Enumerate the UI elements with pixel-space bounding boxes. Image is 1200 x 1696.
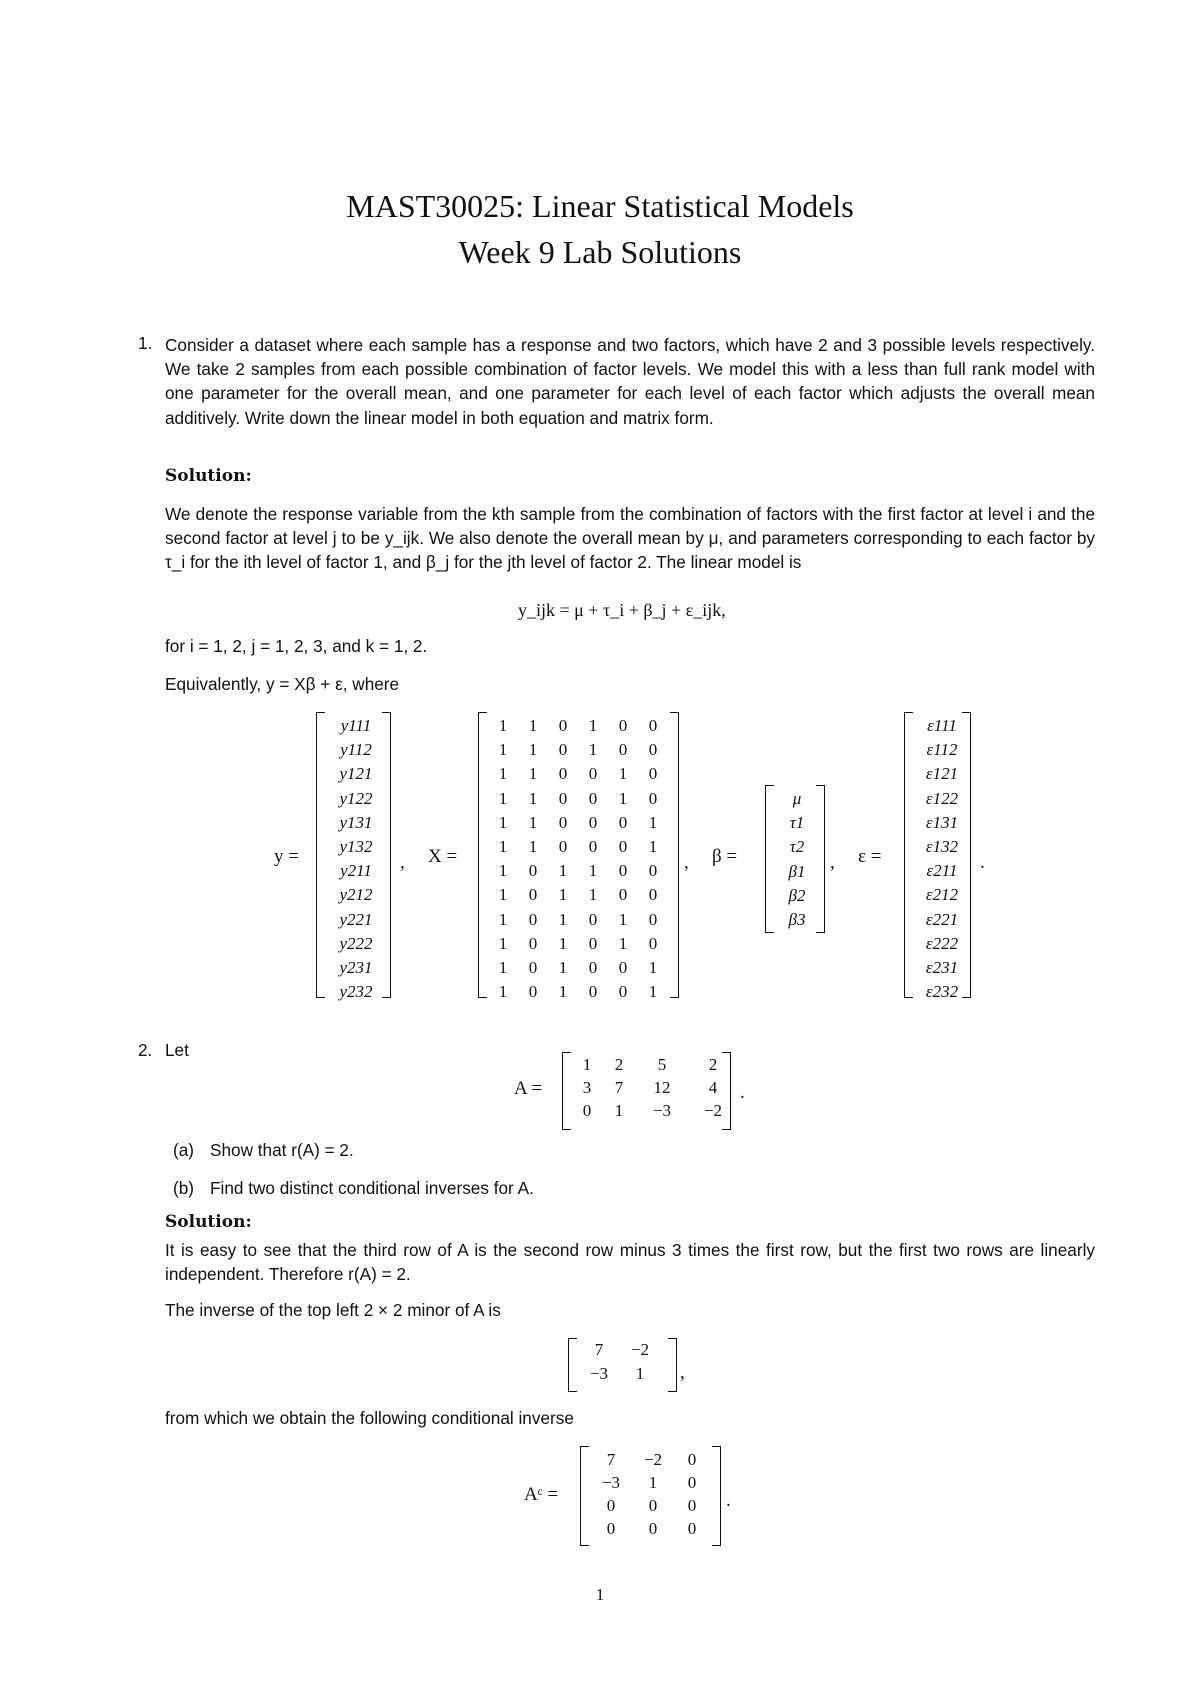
minor-inverse-cell: 1 xyxy=(635,1364,645,1383)
epsilon-vector-entry: ε121 xyxy=(925,764,959,784)
a-matrix-label: A = xyxy=(514,1078,543,1099)
beta-left-bracket xyxy=(765,785,774,933)
x-matrix-cell: 1 xyxy=(498,740,508,760)
period: . xyxy=(740,1082,745,1103)
x-matrix-cell: 0 xyxy=(648,716,658,735)
comma: , xyxy=(680,1362,685,1383)
x-matrix-cell: 0 xyxy=(648,788,658,808)
document-subtitle: Week 9 Lab Solutions xyxy=(458,234,742,270)
conditional-inverse-cell: 0 xyxy=(606,1496,616,1515)
conditional-inverse-cell: 0 xyxy=(687,1473,697,1492)
question-2-solution-label: Solution: xyxy=(165,1212,252,1232)
x-matrix-cell: 0 xyxy=(588,909,598,929)
epsilon-right-bracket xyxy=(962,712,971,998)
x-matrix-cell: 0 xyxy=(588,764,598,784)
beta-vector-entry: β3 xyxy=(788,909,806,929)
a-right-bracket xyxy=(722,1052,731,1130)
beta-vector-entry: β2 xyxy=(788,885,806,905)
conditional-inverse-cell: 0 xyxy=(687,1496,697,1515)
x-matrix-cell: 1 xyxy=(558,982,568,1002)
epsilon-vector-entry: ε221 xyxy=(925,909,959,929)
part-a-label: (a) xyxy=(173,1140,195,1160)
beta-vector-entry: τ1 xyxy=(789,813,805,833)
question-1-solution-label: Solution: xyxy=(165,466,252,486)
a-matrix-cell: 2 xyxy=(708,1055,718,1074)
x-matrix-cell: 1 xyxy=(588,861,598,881)
y-vector-entry: y121 xyxy=(339,764,373,784)
epsilon-vector-entry: ε211 xyxy=(926,861,958,881)
a-matrix-cell: 7 xyxy=(614,1078,624,1097)
minor-inverse-cell: 7 xyxy=(594,1340,604,1359)
x-matrix-cell: 1 xyxy=(558,933,568,953)
y-vector-entry: y122 xyxy=(339,788,373,808)
x-matrix-cell: 0 xyxy=(588,836,598,856)
x-matrix-cell: 1 xyxy=(528,764,538,784)
a-matrix xyxy=(572,1055,738,1124)
comma: , xyxy=(684,852,689,873)
conditional-inverse-cell: 0 xyxy=(687,1519,697,1538)
x-matrix-cell: 1 xyxy=(498,861,508,881)
beta-vector-label: β = xyxy=(712,846,738,867)
minor-inverse-cell: −3 xyxy=(589,1364,609,1383)
epsilon-vector-entry: ε111 xyxy=(927,716,957,735)
x-matrix-cell: 0 xyxy=(618,836,628,856)
epsilon-vector-entry: ε131 xyxy=(925,812,959,832)
conditional-inverse-cell: 7 xyxy=(606,1450,616,1469)
x-matrix-cell: 1 xyxy=(498,836,508,856)
x-left-bracket xyxy=(478,712,487,998)
x-matrix-cell: 1 xyxy=(498,788,508,808)
x-matrix-cell: 0 xyxy=(558,788,568,808)
x-matrix-cell: 0 xyxy=(558,764,568,784)
epsilon-vector-entry: ε122 xyxy=(925,788,959,808)
conditional-inverse-cell: 0 xyxy=(687,1450,697,1469)
x-matrix-cell: 1 xyxy=(618,909,628,929)
page-number: 1 xyxy=(595,1585,605,1604)
x-matrix-cell: 0 xyxy=(588,812,598,832)
question-2-number: 2. xyxy=(138,1040,153,1060)
x-matrix-cell: 1 xyxy=(558,909,568,929)
x-matrix-cell: 1 xyxy=(498,885,508,905)
x-matrix-cell: 1 xyxy=(648,957,658,977)
y-vector-entry: y231 xyxy=(339,957,373,977)
y-vector-entry: y211 xyxy=(340,861,372,881)
x-matrix-cell: 0 xyxy=(618,740,628,760)
question-2-solution-text: It is easy to see that the third row of A is the second row minus 3 times the first row, but the first two rows are linearly independent. Therefore r(A) = 2. xyxy=(165,1240,1095,1285)
a-matrix-cell: 5 xyxy=(657,1055,667,1074)
x-matrix-cell: 0 xyxy=(528,982,538,1002)
question-1-text: Consider a dataset where each sample has a response and two factors, which have 2 and 3 possible levels respectively. We take 2 samples from each possible combination of factor levels. We model this with a less than full rank model with one parameter for the overall mean, and one parameter for each level of each factor which adjusts the overall mean additively. Write down the linear model in both equation and matrix form. xyxy=(165,335,1095,428)
x-matrix-cell: 0 xyxy=(648,933,658,953)
x-matrix-cell: 0 xyxy=(648,764,658,784)
minor-inverse-cell: −2 xyxy=(630,1340,650,1359)
x-matrix-cell: 1 xyxy=(498,716,508,735)
comma: , xyxy=(830,852,835,873)
epsilon-vector-entry: ε132 xyxy=(925,836,959,856)
x-matrix-cell: 1 xyxy=(648,836,658,856)
x-matrix-cell: 1 xyxy=(648,812,658,832)
x-matrix-cell: 1 xyxy=(498,933,508,953)
epsilon-vector-entry: ε222 xyxy=(925,933,959,953)
epsilon-left-bracket xyxy=(904,712,913,998)
x-matrix-cell: 0 xyxy=(528,909,538,929)
y-vector-entry: y221 xyxy=(339,909,373,929)
x-matrix-cell: 1 xyxy=(588,885,598,905)
beta-vector-entry: μ xyxy=(792,789,802,808)
epsilon-vector-entry: ε112 xyxy=(926,740,958,760)
x-matrix-cell: 0 xyxy=(588,788,598,808)
a-matrix-cell: 1 xyxy=(582,1055,592,1074)
period: . xyxy=(726,1490,731,1511)
x-matrix-cell: 1 xyxy=(588,716,598,735)
epsilon-vector-entry: ε212 xyxy=(925,885,959,905)
x-matrix-cell: 0 xyxy=(618,982,628,1002)
a-left-bracket xyxy=(562,1052,571,1130)
x-matrix-cell: 1 xyxy=(528,812,538,832)
beta-right-bracket xyxy=(816,785,825,933)
x-matrix-cell: 1 xyxy=(498,812,508,832)
x-matrix-cell: 1 xyxy=(498,909,508,929)
x-matrix-cell: 0 xyxy=(648,861,658,881)
x-matrix-cell: 0 xyxy=(528,957,538,977)
y-right-bracket xyxy=(382,712,391,998)
x-matrix-cell: 0 xyxy=(618,812,628,832)
part-a-text: Show that r(A) = 2. xyxy=(210,1140,354,1160)
x-matrix-cell: 1 xyxy=(558,885,568,905)
conditional-inverse-cell: −3 xyxy=(601,1473,621,1492)
x-matrix-cell: 0 xyxy=(648,740,658,760)
period: . xyxy=(980,852,985,873)
x-matrix-cell: 0 xyxy=(618,885,628,905)
x-design-matrix xyxy=(488,716,668,1006)
x-matrix-cell: 0 xyxy=(618,861,628,881)
conditional-inverse-intro: from which we obtain the following conditional inverse xyxy=(165,1408,574,1428)
a-matrix-cell: −2 xyxy=(703,1101,723,1120)
ac-matrix-label: Aᶜ = xyxy=(524,1484,559,1505)
x-matrix-cell: 1 xyxy=(618,764,628,784)
a-matrix-cell: 3 xyxy=(582,1078,592,1097)
index-ranges: for i = 1, 2, j = 1, 2, 3, and k = 1, 2. xyxy=(165,636,428,656)
minor-left-bracket xyxy=(568,1338,577,1392)
beta-vector-entry: β1 xyxy=(788,861,806,881)
x-matrix-cell: 1 xyxy=(618,788,628,808)
epsilon-vector-label: ε = xyxy=(858,846,882,867)
y-vector-entry: y132 xyxy=(339,836,373,856)
x-matrix-cell: 1 xyxy=(528,836,538,856)
a-matrix-cell: 0 xyxy=(582,1101,592,1120)
conditional-inverse-cell: 0 xyxy=(606,1519,616,1538)
conditional-inverse-cell: 1 xyxy=(648,1473,658,1492)
y-vector-entry: y232 xyxy=(339,982,373,1002)
minor-right-bracket xyxy=(668,1338,677,1392)
epsilon-vector-entry: ε232 xyxy=(925,982,959,1002)
comma: , xyxy=(400,852,405,873)
x-matrix-cell: 0 xyxy=(648,885,658,905)
a-matrix-cell: 4 xyxy=(708,1078,718,1097)
x-matrix-cell: 0 xyxy=(528,885,538,905)
y-vector-entry: y212 xyxy=(339,885,373,905)
x-matrix-label: X = xyxy=(428,846,458,867)
model-equation: y_ijk = μ + τ_i + β_j + ε_ijk, xyxy=(518,600,726,620)
y-vector-entry: y222 xyxy=(339,933,373,953)
minor-inverse-matrix xyxy=(578,1340,660,1388)
part-b-label: (b) xyxy=(173,1178,195,1198)
x-matrix-cell: 1 xyxy=(558,861,568,881)
x-matrix-cell: 1 xyxy=(618,933,628,953)
conditional-inverse-cell: 0 xyxy=(648,1496,658,1515)
a-matrix-cell: 12 xyxy=(653,1078,671,1097)
x-matrix-cell: 1 xyxy=(648,982,658,1002)
x-matrix-cell: 1 xyxy=(558,957,568,977)
x-matrix-cell: 0 xyxy=(618,957,628,977)
part-b-text: Find two distinct conditional inverses for A. xyxy=(210,1178,534,1198)
x-matrix-cell: 1 xyxy=(528,788,538,808)
beta-vector-entry: τ2 xyxy=(789,837,805,857)
conditional-inverse-matrix xyxy=(590,1450,710,1542)
question-1-solution-text: We denote the response variable from the kth sample from the combination of factors with the first factor at level i and the second factor at level j to be y_ijk. We also denote the overall mean by μ, and parameters corresponding to each factor by τ_i for the ith level of factor 1, and β_j for the jth level of factor 2. The linear model is xyxy=(165,504,1095,573)
x-matrix-cell: 0 xyxy=(558,836,568,856)
a-matrix-cell: −3 xyxy=(652,1101,672,1120)
a-matrix-cell: 1 xyxy=(614,1101,624,1120)
y-vector xyxy=(328,716,384,1006)
x-matrix-cell: 0 xyxy=(588,982,598,1002)
y-left-bracket xyxy=(316,712,325,998)
minor-intro: The inverse of the top left 2 × 2 minor of A is xyxy=(165,1300,501,1320)
y-vector-entry: y131 xyxy=(339,812,373,832)
x-matrix-cell: 1 xyxy=(528,716,538,735)
x-matrix-cell: 1 xyxy=(498,957,508,977)
y-vector-label: y = xyxy=(274,846,299,867)
ac-left-bracket xyxy=(580,1446,589,1546)
conditional-inverse-cell: 0 xyxy=(648,1519,658,1538)
x-matrix-cell: 0 xyxy=(558,716,568,735)
epsilon-vector-entry: ε231 xyxy=(925,957,959,977)
x-matrix-cell: 1 xyxy=(498,764,508,784)
x-matrix-cell: 0 xyxy=(618,716,628,735)
x-right-bracket xyxy=(670,712,679,998)
document-title: MAST30025: Linear Statistical Models xyxy=(346,188,854,224)
ac-right-bracket xyxy=(712,1446,721,1546)
x-matrix-cell: 0 xyxy=(558,812,568,832)
question-2-intro: Let xyxy=(165,1040,189,1060)
beta-vector xyxy=(774,789,820,934)
x-matrix-cell: 1 xyxy=(588,740,598,760)
conditional-inverse-cell: −2 xyxy=(643,1450,663,1469)
x-matrix-cell: 0 xyxy=(558,740,568,760)
a-matrix-cell: 2 xyxy=(614,1055,624,1074)
x-matrix-cell: 0 xyxy=(588,933,598,953)
y-vector-entry: y111 xyxy=(340,716,372,735)
y-vector-entry: y112 xyxy=(340,740,372,760)
x-matrix-cell: 0 xyxy=(528,861,538,881)
x-matrix-cell: 0 xyxy=(588,957,598,977)
matrix-form-intro: Equivalently, y = Xβ + ε, where xyxy=(165,674,400,694)
x-matrix-cell: 0 xyxy=(528,933,538,953)
x-matrix-cell: 1 xyxy=(498,982,508,1002)
question-1-number: 1. xyxy=(138,333,153,353)
x-matrix-cell: 1 xyxy=(528,740,538,760)
x-matrix-cell: 0 xyxy=(648,909,658,929)
